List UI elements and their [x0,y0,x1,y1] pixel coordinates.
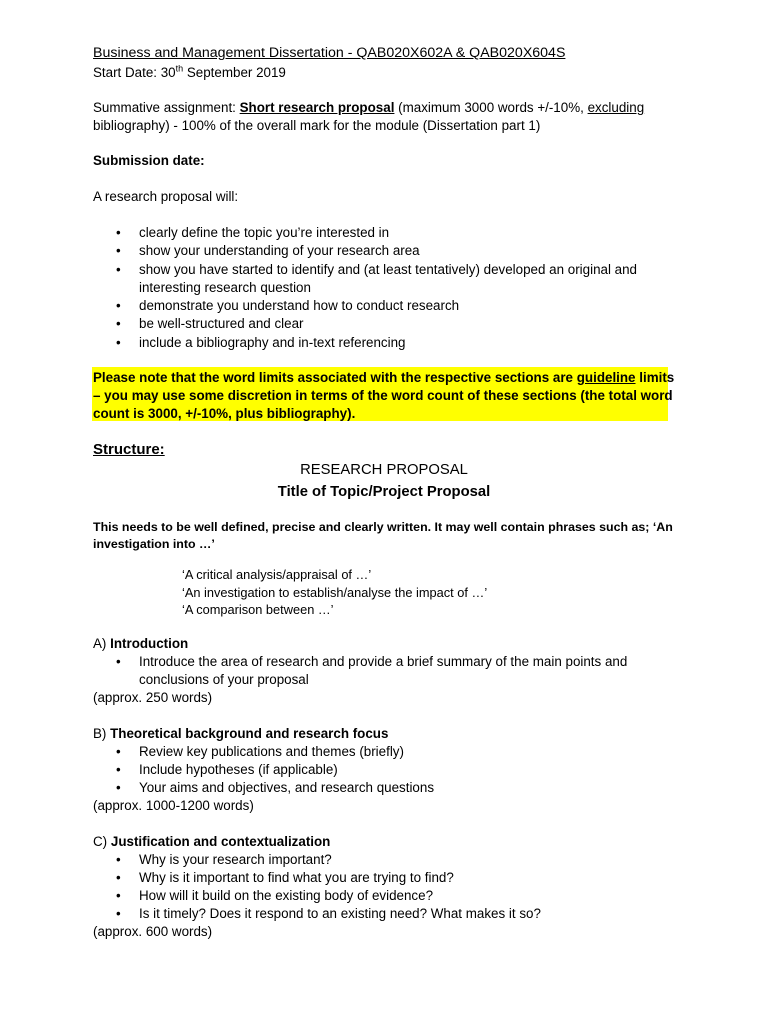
bullet-icon: • [116,762,121,777]
bullet-icon: • [116,243,121,258]
quote-example: ‘An investigation to establish/analyse the impact of …’ [182,585,488,600]
list-item: Review key publications and themes (briefly) [139,744,404,759]
bullet-icon: • [116,870,121,885]
bullet-icon: • [116,262,121,277]
start-date: Start Date: 30th September 2019 [93,63,286,80]
bullet-icon: • [116,225,121,240]
list-item: demonstrate you understand how to conduct research [139,298,460,313]
section-c-word-count: (approx. 600 words) [93,924,213,939]
bullet-icon: • [116,316,121,331]
note-line-2: – you may use some discretion in terms of the word count of these sections (the total word [93,388,673,403]
bullet-icon: • [116,654,121,669]
bullet-icon: • [116,906,121,921]
list-item: How will it build on the existing body of evidence? [139,888,434,903]
bullet-icon: • [116,852,121,867]
bullet-icon: • [116,744,121,759]
bullet-icon: • [116,888,121,903]
submission-date-label: Submission date: [93,153,205,168]
bullet-icon: • [116,298,121,313]
summative-line-2: bibliography) - 100% of the overall mark for the module (Dissertation part 1) [93,118,541,133]
list-item: Include hypotheses (if applicable) [139,762,338,777]
section-a-heading: A) Introduction [93,636,189,651]
topic-title-heading: Title of Topic/Project Proposal [277,484,491,500]
section-b-word-count: (approx. 1000-1200 words) [93,798,254,813]
list-item: Is it timely? Does it respond to an existing need? What makes it so? [139,906,541,921]
list-item: show you have started to identify and (at least tentatively) developed an original and [139,262,637,277]
title-desc-line-2: investigation into …’ [93,537,215,551]
summative-label: Summative assignment: [93,100,236,115]
guideline-text: guideline [576,370,636,385]
note-line-3: count is 3000, +/-10%, plus bibliography). [93,406,356,421]
bullet-icon: • [116,780,121,795]
structure-heading: Structure: [93,441,165,458]
section-a-word-count: (approx. 250 words) [93,690,213,705]
research-proposal-heading: RESEARCH PROPOSAL [300,462,468,478]
list-item: be well-structured and clear [139,316,304,331]
list-item-continuation: conclusions of your proposal [139,672,309,687]
quote-example: ‘A comparison between …’ [182,602,334,617]
quote-example: ‘A critical analysis/appraisal of …’ [182,567,372,582]
proposal-intro: A research proposal will: [93,189,239,204]
list-item: include a bibliography and in-text referencing [139,335,406,350]
section-b-heading: B) Theoretical background and research focus [93,726,389,741]
document-title: Business and Management Dissertation - QAB020X602A & QAB020X604S [93,45,566,61]
list-item: show your understanding of your research area [139,243,420,258]
list-item: Why is your research important? [139,852,332,867]
bullet-icon: • [116,335,121,350]
list-item-continuation: interesting research question [139,280,311,295]
note-line-1: Please note that the word limits associated with the respective sections are guideline limits [93,370,675,385]
summative-line-1: Summative assignment: Short research proposal (maximum 3000 words +/-10%, excluding [93,100,645,115]
section-c-heading: C) Justification and contextualization [93,834,331,849]
list-item: Introduce the area of research and provide a brief summary of the main points and [139,654,628,669]
list-item: Your aims and objectives, and research questions [139,780,435,795]
short-proposal-text: Short research proposal [239,100,395,115]
title-desc-line-1: This needs to be well defined, precise and clearly written. It may well contain phrases such as; ‘An [93,520,673,534]
list-item: clearly define the topic you’re interested in [139,225,390,240]
list-item: Why is it important to find what you are trying to find? [139,870,454,885]
